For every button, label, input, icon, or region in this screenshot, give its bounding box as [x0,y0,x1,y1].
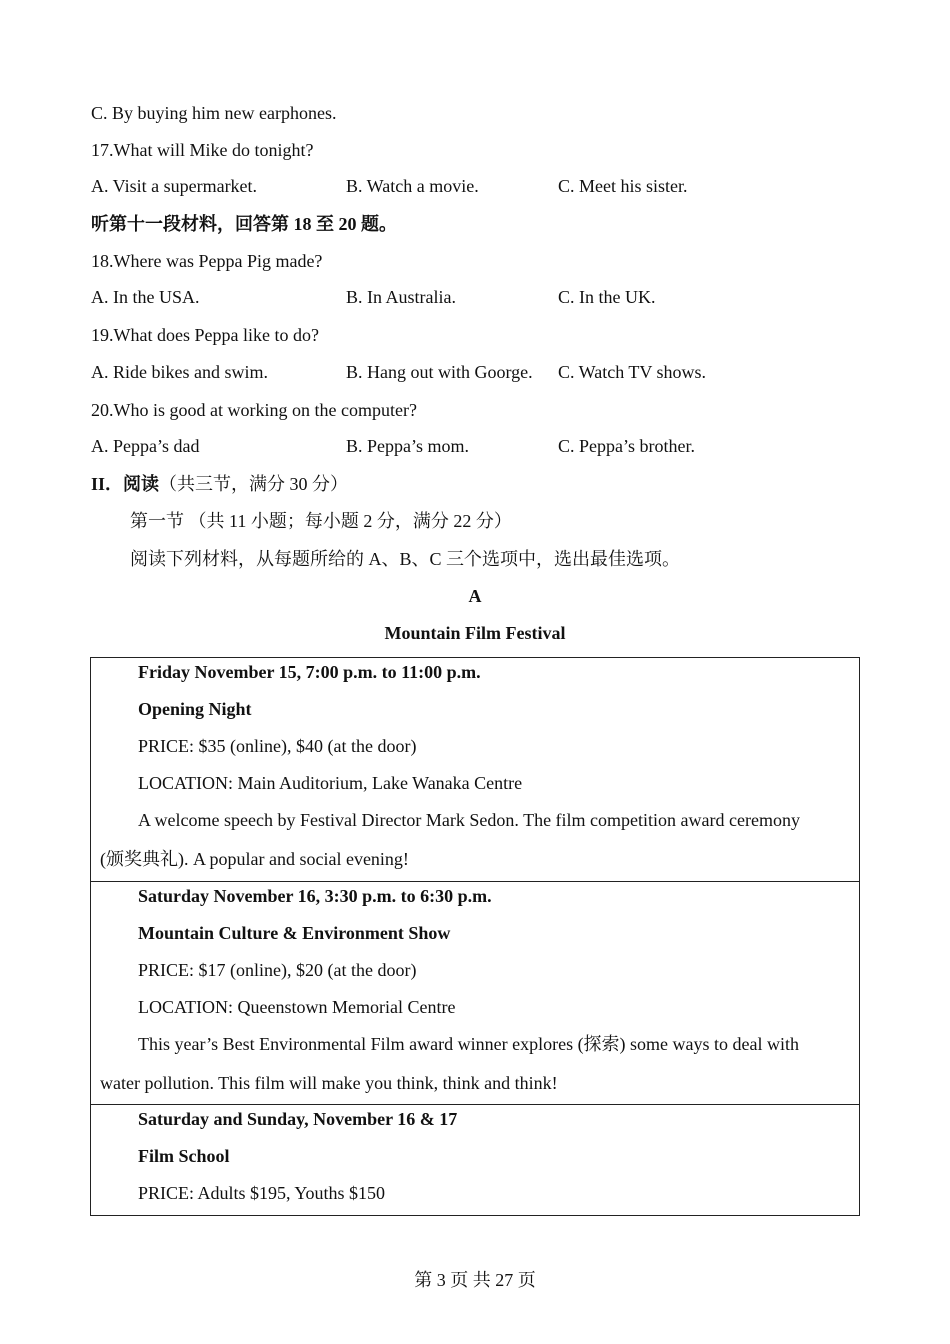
q20-option-a: A. Peppa’s dad [91,436,200,456]
q18-option-c: C. In the UK. [558,287,656,307]
event-location: LOCATION: Main Auditorium, Lake Wanaka Centre [138,773,523,793]
q18-option-a: A. In the USA. [91,287,200,307]
event-location: LOCATION: Queenstown Memorial Centre [138,997,456,1017]
event-price: PRICE: Adults $195, Youths $150 [138,1183,386,1203]
event-time: Saturday November 16, 3:30 p.m. to 6:30 p.m. [138,886,492,906]
event-description-line2: (颁奖典礼). A popular and social evening! [100,849,409,869]
q17-option-c: C. Meet his sister. [558,176,688,196]
event-opening-night [91,658,859,881]
page-footer: 第 3 页 共 27 页 [414,1270,536,1290]
q19-option-b: B. Hang out with Goorge. [346,362,533,382]
event-price: PRICE: $35 (online), $40 (at the door) [138,736,417,756]
event-price: PRICE: $17 (online), $20 (at the door) [138,960,417,980]
event-name: Film School [138,1146,230,1166]
event-name: Opening Night [138,699,252,719]
event-time: Friday November 15, 7:00 p.m. to 11:00 p.m. [138,662,481,682]
q17-option-a: A. Visit a supermarket. [91,176,258,196]
event-time: Saturday and Sunday, November 16 & 17 [138,1109,458,1129]
q17-option-b: B. Watch a movie. [346,176,479,196]
q17-stem: 17.What will Mike do tonight? [91,140,314,160]
q16-option-c: C. By buying him new earphones. [91,103,337,123]
part2-subsection: 第一节 （共 11 小题；每小题 2 分，满分 22 分） [130,511,512,531]
q20-option-b: B. Peppa’s mom. [346,436,470,456]
q18-option-b: B. In Australia. [346,287,456,307]
q20-stem: 20.Who is good at working on the computer? [91,400,417,420]
festival-table [90,657,860,1216]
passage-letter: A [468,586,482,606]
q19-option-a: A. Ride bikes and swim. [91,362,268,382]
part2-heading-score: （共三节，满分 30 分） [159,474,349,494]
event-description-line1: This year’s Best Environmental Film award winner explores (探索) some ways to deal with [138,1034,800,1054]
event-film-school [91,1104,859,1215]
event-name: Mountain Culture & Environment Show [138,923,451,943]
event-description-line1: A welcome speech by Festival Director Mark Sedon. The film competition award ceremony [138,810,800,830]
q19-stem: 19.What does Peppa like to do? [91,325,319,345]
q20-option-c: C. Peppa’s brother. [558,436,695,456]
part2-heading [91,473,348,495]
part2-instruction: 阅读下列材料，从每题所给的 A、B、C 三个选项中，选出最佳选项。 [130,549,681,569]
event-description-line2: water pollution. This film will make you think, think and think! [100,1073,558,1093]
section-11-heading: 听第十一段材料，回答第 18 至 20 题。 [91,214,397,234]
q18-stem: 18.Where was Peppa Pig made? [91,251,323,271]
q19-option-c: C. Watch TV shows. [558,362,707,382]
part2-heading-title: II．阅读 [91,474,160,494]
passage-title: Mountain Film Festival [384,623,566,643]
event-environment-show [91,881,859,1105]
